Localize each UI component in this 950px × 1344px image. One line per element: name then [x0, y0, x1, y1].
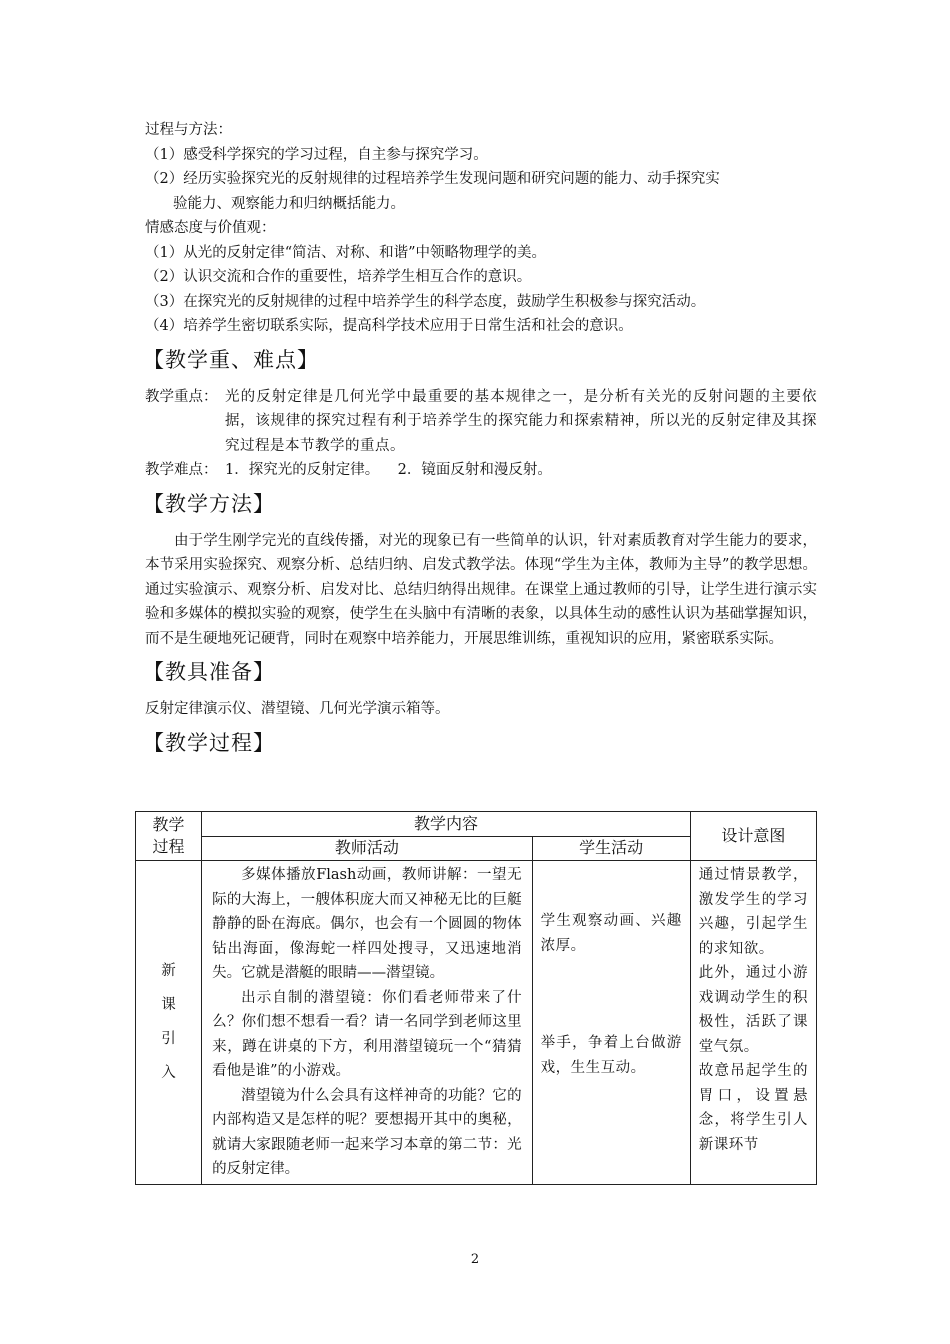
key-points-heading: 【教学重、难点】	[143, 347, 319, 372]
method-heading: 【教学方法】	[143, 491, 275, 516]
process-heading: 【教学过程】	[143, 730, 275, 755]
method-text: 由于学生刚学完光的直线传播，对光的现象已有一些简单的认识，针对素质教育对学生能力的要求，本节采用实验探究、观察分析、总结归纳、启发式教学法。体现“学生为主体，教师为主导”的教学思想。通过实验演示、观察分析、启发对比、总结归纳得出规律。在课堂上通过教师的引导，让学生进行演示实验和多媒体的模拟实验的观察，使学生在头脑中有清晰的表象，以具体生动的感性认识为基础掌握知识，而不是生硬地死记硬背，同时在观察中培养能力，开展思维训练，重视知识的应用，紧密联系实际。	[145, 532, 817, 647]
design-paragraph: 通过情景教学，激发学生的学习兴趣，引起学生的求知欲。	[698, 867, 808, 957]
emotion-item: （2）认识交流和合作的重要性，培养学生相互合作的意识。	[145, 269, 532, 285]
student-cell	[532, 861, 690, 1185]
col-student-header: 学生活动	[532, 836, 690, 861]
table-row	[136, 861, 817, 1185]
page-number: 2	[470, 1252, 480, 1267]
emotion-item: （3）在探究光的反射规律的过程中培养学生的科学态度，鼓励学生积极参与探究活动。	[145, 293, 706, 310]
document-body	[145, 118, 817, 768]
process-method-title: 过程与方法：	[145, 122, 232, 138]
student-paragraph: 学生观察动画、兴趣浓厚。	[540, 913, 682, 954]
col-teacher-header: 教师活动	[202, 836, 532, 861]
tools-heading: 【教具准备】	[143, 660, 275, 684]
col-process-header: 教学 过程	[136, 812, 202, 861]
process-method-item: （1）感受科学探究的学习过程，自主参与探究学习。	[145, 146, 488, 163]
emotion-item: （4）培养学生密切联系实际，提高科学技术应用于日常生活和社会的意识。	[145, 318, 633, 334]
difficulty-row	[145, 458, 817, 483]
teaching-process-table	[135, 811, 817, 1185]
emotion-title: 情感态度与价值观：	[145, 220, 276, 236]
teacher-paragraph: 出示自制的潜望镜：你们看老师带来了什么？你们想不想看一看？请一名同学到老师这里来，蹲在讲桌的下方，利用潜望镜玩一个“猜猜看他是谁”的小游戏。	[212, 989, 522, 1079]
process-method-item: （2）经历实验探究光的反射规律的过程培养学生发现问题和研究问题的能力、动手探究实	[145, 171, 720, 187]
difficulty-text: 1．探究光的反射定律。 2．镜面反射和漫反射。	[225, 462, 552, 478]
difficulty-label: 教学难点：	[145, 462, 218, 478]
design-paragraph: 此外，通过小游戏调动学生的积极性，活跃了课堂气氛。	[698, 965, 808, 1055]
tools-text: 反射定律演示仪、潜望镜、几何光学演示箱等。	[145, 701, 450, 717]
col-content-header: 教学内容	[202, 812, 691, 837]
design-paragraph: 故意吊起学生的胃口，设置悬念，将学生引人新课环节	[698, 1063, 808, 1153]
focus-label: 教学重点：	[145, 388, 218, 405]
teacher-paragraph: 多媒体播放Flash动画，教师讲解：一望无际的大海上，一艘体积庞大而又神秘无比的巨艇静静的卧在海底。偶尔，也会有一个圆圆的物体钻出海面，像海蛇一样四处搜寻，又迅速地消失。它就是潜艇的眼睛——潜望镜。	[212, 867, 522, 981]
focus-text: 光的反射定律是几何光学中最重要的基本规律之一，是分析有关光的反射问题的主要依据，该规律的探究过程有利于培养学生的探究能力和探索精神，所以光的反射定律及其探究过程是本节教学的重点。	[225, 388, 817, 454]
stage-cell: 新 课 引 入	[136, 861, 202, 1185]
teacher-paragraph: 潜望镜为什么会具有这样神奇的功能？它的内部构造又是怎样的呢？要想揭开其中的奥秘，就请大家跟随老师一起来学习本章的第二节：光的反射定律。	[212, 1087, 522, 1177]
process-method-item: 验能力、观察能力和归纳概括能力。	[173, 195, 405, 212]
emotion-item: （1）从光的反射定律“简洁、对称、和谐”中领略物理学的美。	[145, 244, 547, 261]
student-paragraph: 举手，争着上台做游戏，生生互动。	[540, 1035, 682, 1076]
focus-row	[145, 385, 817, 459]
teacher-cell	[202, 861, 532, 1185]
col-design-header: 设计意图	[690, 812, 816, 861]
design-cell	[690, 861, 816, 1185]
